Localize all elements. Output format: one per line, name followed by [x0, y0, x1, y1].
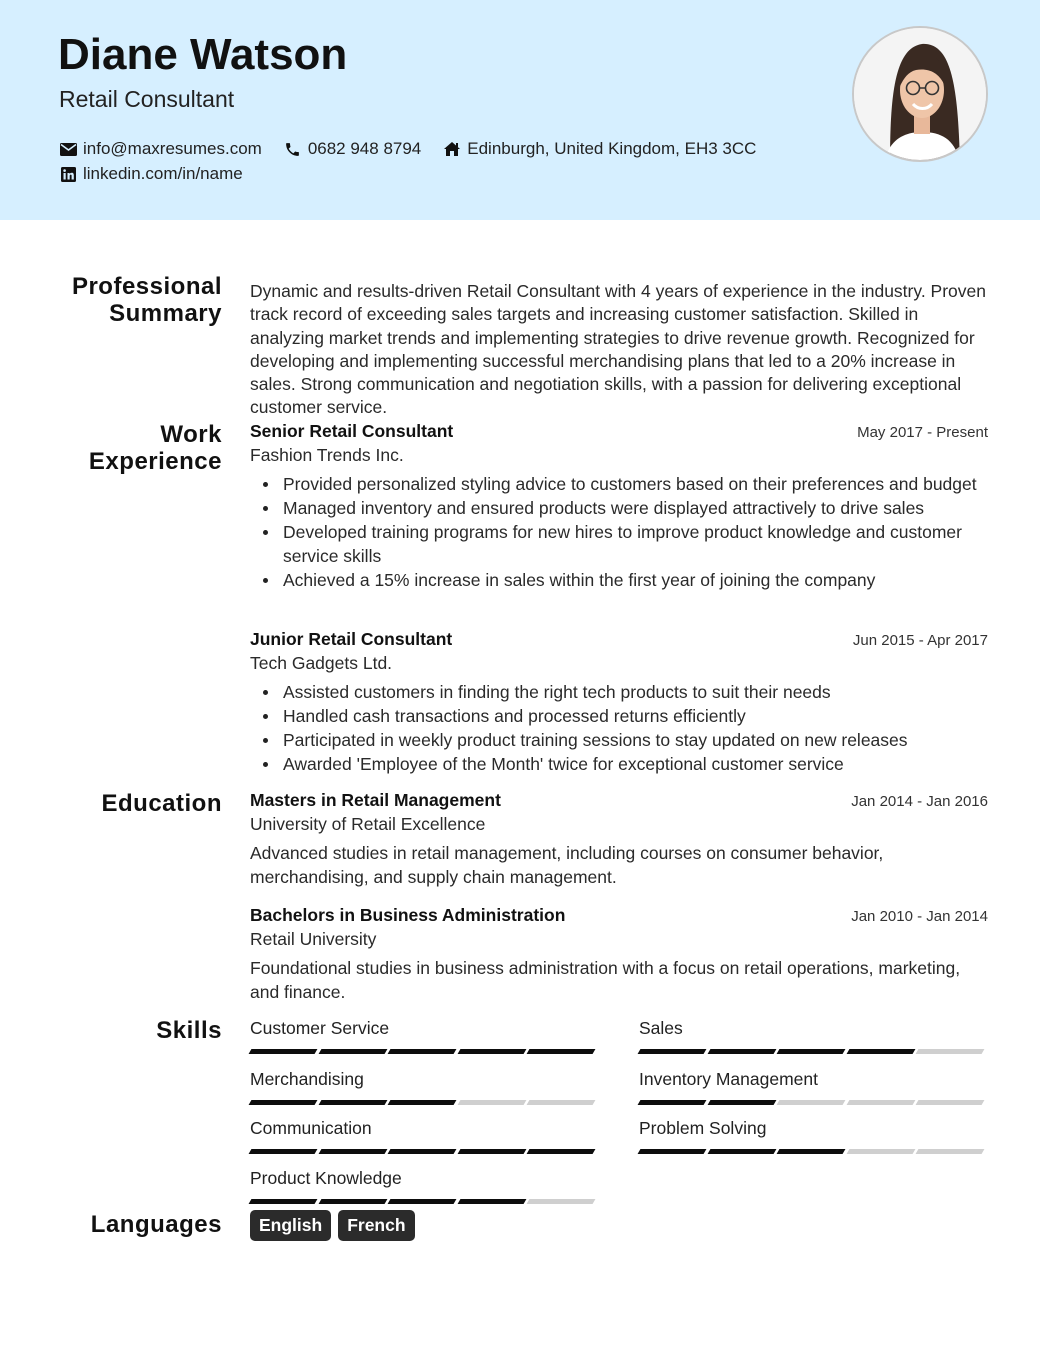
address-text: Edinburgh, United Kingdom, EH3 3CC	[467, 139, 757, 158]
skill-level-bar	[639, 1049, 987, 1054]
skill-segment-filled	[388, 1149, 456, 1154]
job-title: Senior Retail Consultant	[250, 421, 454, 441]
envelope-icon	[59, 140, 77, 158]
job-entry	[250, 629, 988, 776]
home-icon	[443, 140, 461, 158]
list-item: Provided personalized styling advice to customers based on their preferences and budget	[250, 472, 988, 496]
job-company: Fashion Trends Inc.	[250, 445, 404, 465]
contact-email[interactable]	[59, 139, 262, 159]
skills-heading: Skills	[156, 1017, 222, 1044]
skill-segment-empty	[846, 1149, 914, 1154]
education-description: Advanced studies in retail management, including courses on consumer behavior, merchandising, and supply chain management.	[250, 843, 884, 887]
skill-segment-filled	[777, 1049, 845, 1054]
email-text: info@maxresumes.com	[83, 139, 262, 158]
contact-linkedin[interactable]	[59, 164, 243, 184]
education-date: Jan 2010 - Jan 2014	[851, 908, 988, 925]
skill-name: Problem Solving	[639, 1118, 767, 1138]
skill-name: Inventory Management	[639, 1069, 818, 1089]
degree-title: Bachelors in Business Administration	[250, 905, 566, 925]
education-entry	[250, 905, 988, 1004]
job-company: Tech Gadgets Ltd.	[250, 653, 393, 673]
job-bullets	[250, 680, 988, 776]
skill-name: Customer Service	[250, 1018, 390, 1038]
degree-title: Masters in Retail Management	[250, 790, 501, 810]
skill-segment-filled	[249, 1199, 317, 1204]
contact-row	[59, 164, 265, 184]
profile-photo	[852, 26, 988, 162]
skill-level-bar	[250, 1100, 598, 1105]
skill-segment-empty	[457, 1100, 525, 1105]
job-bullets	[250, 472, 988, 592]
skill-segment-filled	[457, 1049, 525, 1054]
language-badge: English	[250, 1210, 331, 1241]
education-heading: Education	[101, 790, 222, 817]
contact-address	[443, 139, 756, 159]
skill-segment-filled	[638, 1049, 706, 1054]
skill-segment-filled	[249, 1149, 317, 1154]
section-heading-experience	[89, 421, 222, 475]
section-heading-summary	[72, 273, 222, 327]
contact-row	[59, 139, 778, 159]
skill-segment-filled	[707, 1100, 775, 1105]
list-item: Achieved a 15% increase in sales within the first year of joining the company	[250, 568, 988, 592]
education-date: Jan 2014 - Jan 2016	[851, 793, 988, 810]
list-item: Managed inventory and ensured products were displayed attractively to drive sales	[250, 496, 988, 520]
candidate-name: Diane Watson	[58, 30, 348, 79]
school-name: University of Retail Excellence	[250, 814, 486, 834]
skill-level-bar	[639, 1149, 987, 1154]
skill-name: Merchandising	[250, 1069, 364, 1089]
contact-phone[interactable]	[284, 139, 421, 159]
skill-segment-filled	[777, 1149, 845, 1154]
skill-segment-filled	[527, 1149, 595, 1154]
list-item: Developed training programs for new hires to improve product knowledge and customer service skills	[250, 520, 988, 568]
section-heading-education	[101, 790, 222, 817]
skill-segment-filled	[638, 1100, 706, 1105]
skill-item	[639, 1069, 987, 1105]
skill-segment-filled	[249, 1100, 317, 1105]
school-name: Retail University	[250, 929, 377, 949]
skill-name: Sales	[639, 1018, 683, 1038]
skill-segment-empty	[916, 1100, 984, 1105]
summary-text: Dynamic and results-driven Retail Consultant with 4 years of experience in the industry. Proven track record of exceeding sales targets and increasing customer satisfaction. Skilled in analyzing market trends and implementing strategies to drive revenue growth. Recognized for developing and implementing successful merchandising plans that led to a 20% increase in sales. Strong communication and negotiation skills, with a passion for delivering exceptional customer service.	[250, 281, 986, 418]
section-heading-languages	[91, 1211, 222, 1238]
job-date: Jun 2015 - Apr 2017	[852, 632, 988, 649]
skill-item	[250, 1168, 598, 1204]
languages-heading: Languages	[90, 1211, 222, 1238]
skill-segment-filled	[318, 1149, 386, 1154]
skill-item	[250, 1018, 598, 1054]
language-badge: French	[338, 1210, 414, 1241]
skill-segment-filled	[318, 1049, 386, 1054]
skill-item	[250, 1069, 598, 1105]
skill-item	[639, 1118, 987, 1154]
candidate-title: Retail Consultant	[59, 86, 235, 112]
skill-segment-filled	[707, 1049, 775, 1054]
language-list	[250, 1210, 422, 1241]
skill-segment-filled	[638, 1149, 706, 1154]
skill-segment-filled	[388, 1049, 456, 1054]
resume-header	[0, 0, 1040, 220]
skill-segment-filled	[388, 1100, 456, 1105]
skill-segment-filled	[318, 1199, 386, 1204]
skill-segment-empty	[916, 1049, 984, 1054]
list-item: Handled cash transactions and processed returns efficiently	[250, 704, 988, 728]
education-entry	[250, 790, 988, 889]
skill-segment-filled	[527, 1049, 595, 1054]
skill-level-bar	[250, 1049, 598, 1054]
phone-icon	[284, 140, 302, 158]
education-description: Foundational studies in business administration with a focus on retail operations, marketing, and finance.	[250, 958, 961, 1002]
skill-segment-filled	[249, 1049, 317, 1054]
skill-level-bar	[639, 1100, 987, 1105]
summary-heading-line1: Professional	[71, 273, 222, 300]
skill-segment-empty	[527, 1100, 595, 1105]
skill-segment-filled	[846, 1049, 914, 1054]
skill-name: Communication	[250, 1118, 372, 1138]
skill-segment-filled	[707, 1149, 775, 1154]
list-item: Participated in weekly product training sessions to stay updated on new releases	[250, 728, 988, 752]
skill-level-bar	[250, 1199, 598, 1204]
skill-segment-filled	[457, 1149, 525, 1154]
list-item: Assisted customers in finding the right tech products to suit their needs	[250, 680, 988, 704]
skill-segment-empty	[527, 1199, 595, 1204]
section-heading-skills	[156, 1017, 222, 1044]
skill-segment-empty	[916, 1149, 984, 1154]
skill-item	[639, 1018, 987, 1054]
skill-segment-filled	[318, 1100, 386, 1105]
phone-text: 0682 948 8794	[307, 139, 422, 158]
job-entry	[250, 421, 988, 592]
skill-item	[250, 1118, 598, 1154]
linkedin-icon	[59, 165, 77, 183]
skill-segment-empty	[846, 1100, 914, 1105]
experience-heading-line1: Work	[160, 421, 222, 448]
job-title: Junior Retail Consultant	[250, 629, 453, 649]
skill-name: Product Knowledge	[250, 1168, 402, 1188]
experience-heading-line2: Experience	[88, 448, 222, 475]
list-item: Awarded 'Employee of the Month' twice for exceptional customer service	[250, 752, 988, 776]
job-date: May 2017 - Present	[857, 424, 988, 441]
skill-segment-filled	[388, 1199, 456, 1204]
skill-segment-filled	[457, 1199, 525, 1204]
skill-level-bar	[250, 1149, 598, 1154]
skill-segment-empty	[777, 1100, 845, 1105]
summary-heading-line2: Summary	[109, 300, 222, 327]
linkedin-text: linkedin.com/in/name	[83, 164, 243, 183]
